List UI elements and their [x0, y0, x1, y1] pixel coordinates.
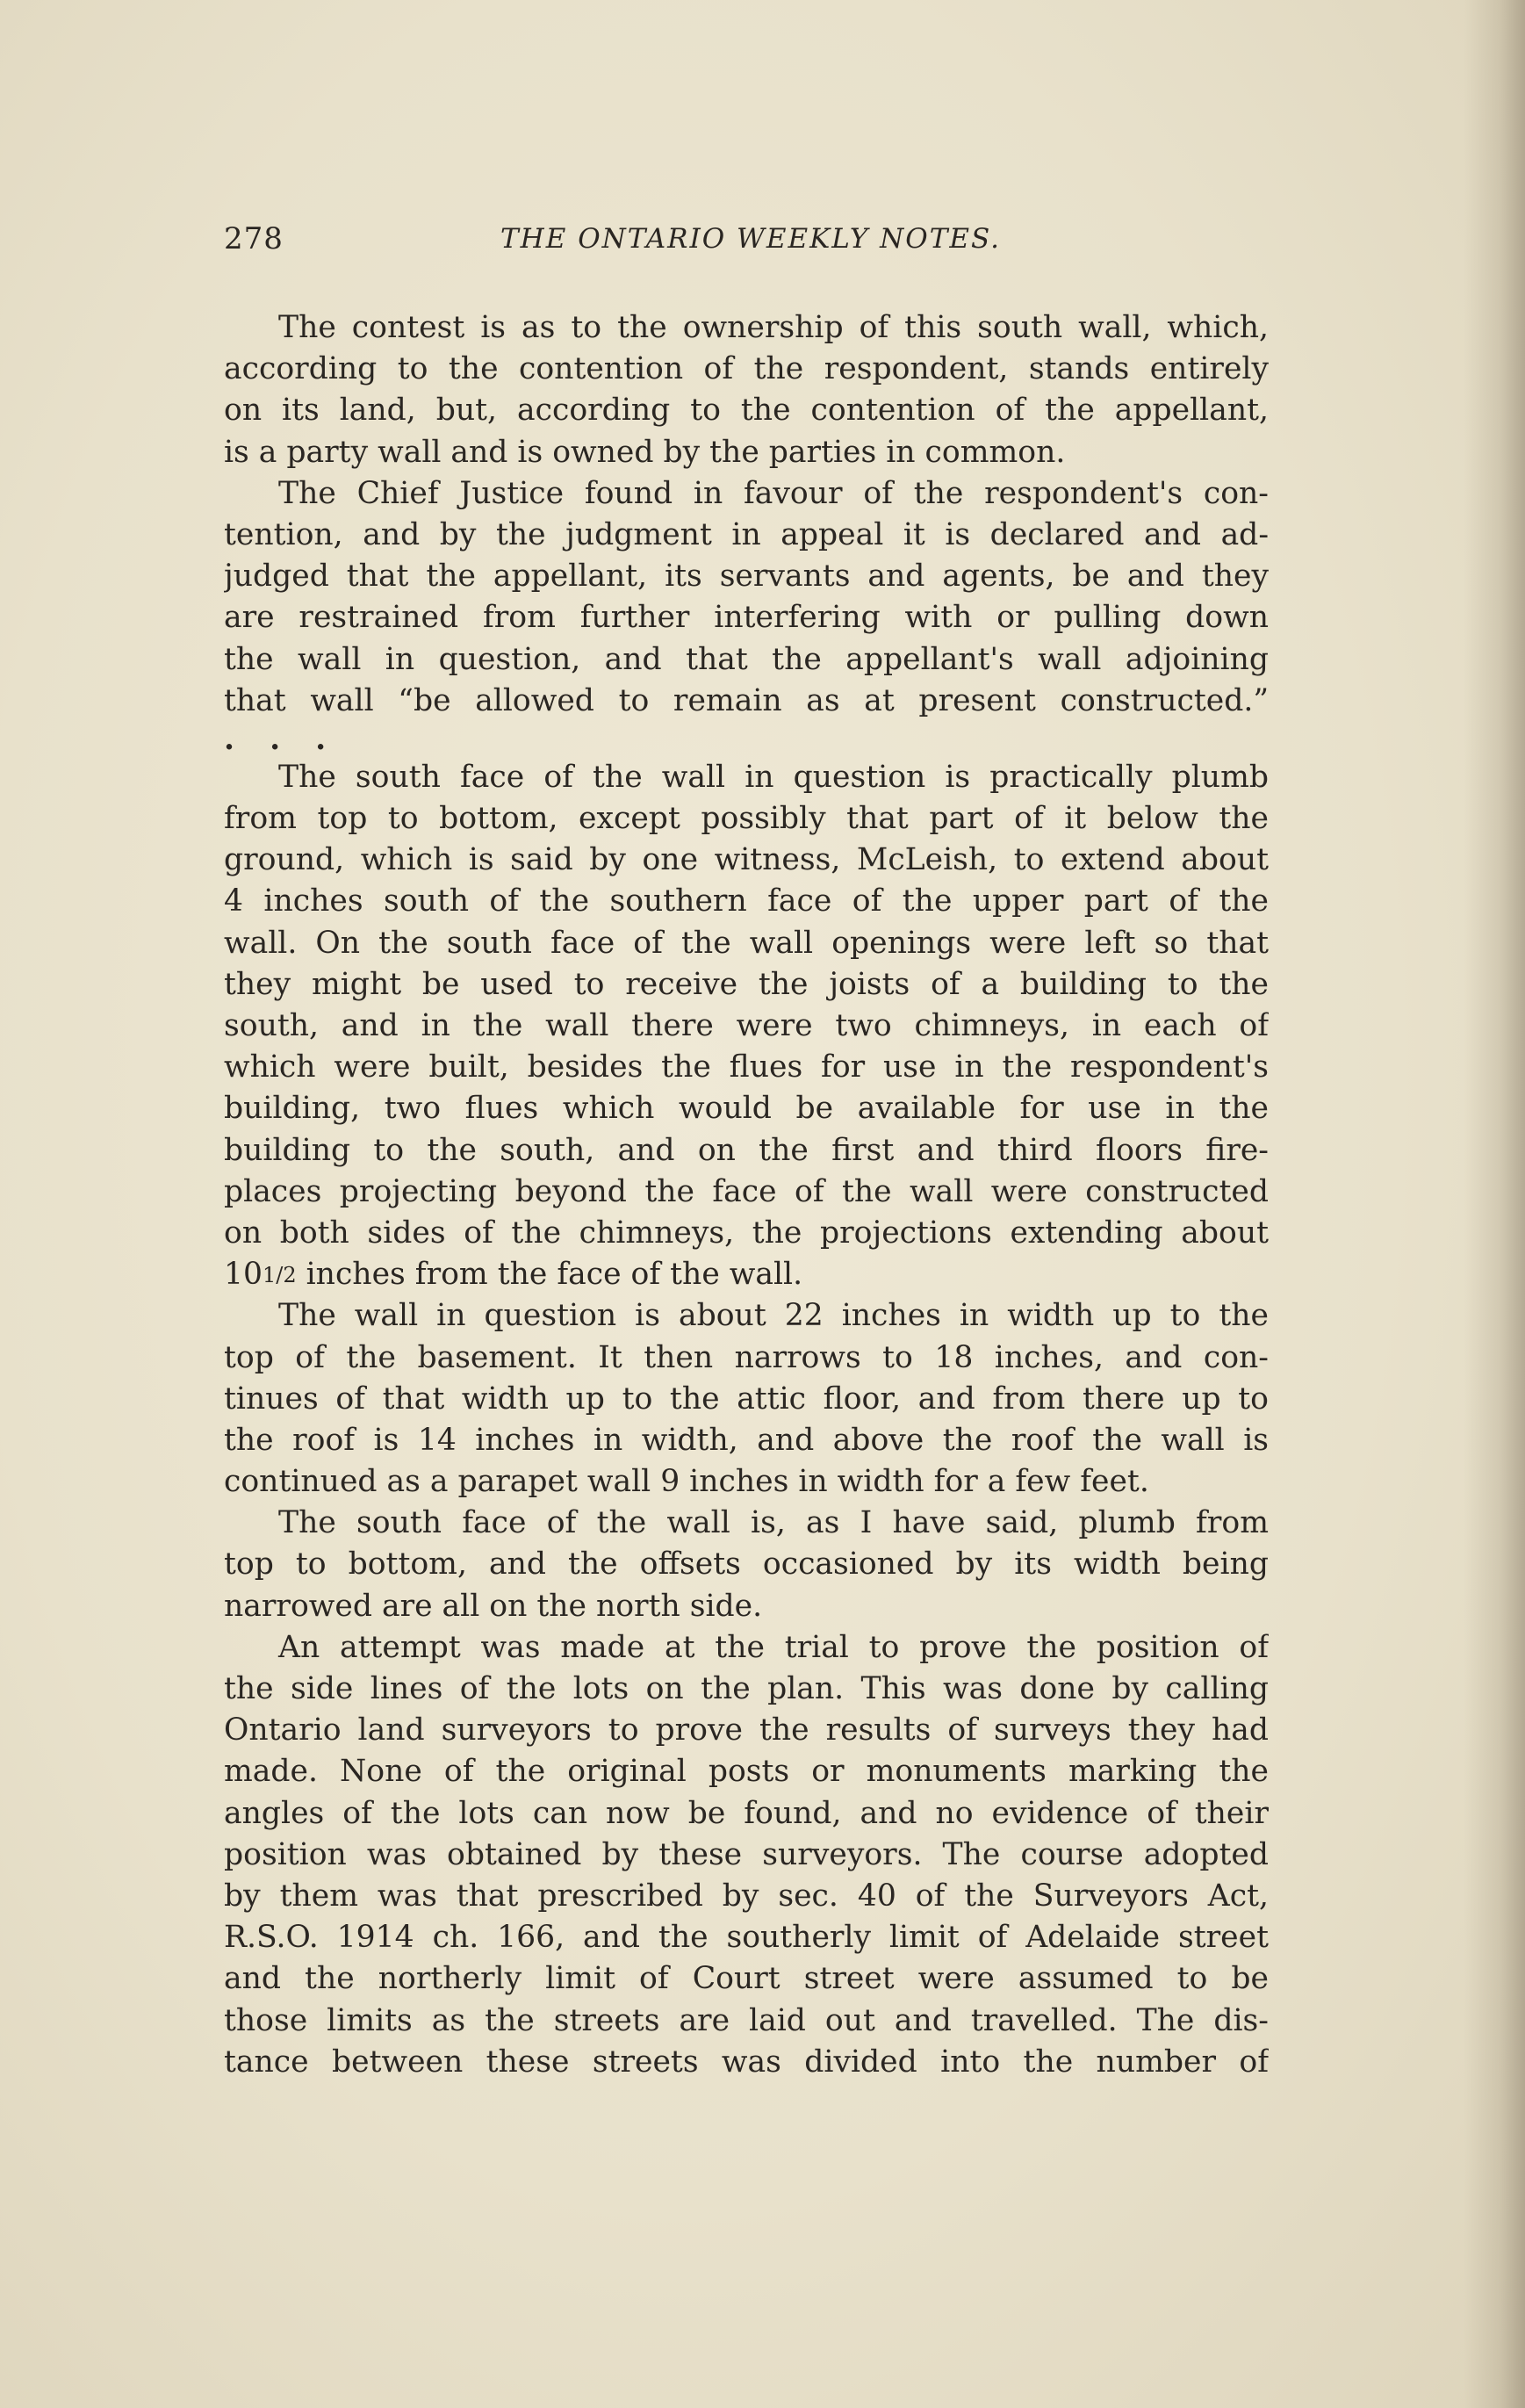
text-line: judged that the appellant, its servants and agents, be and they: [224, 559, 1269, 595]
body-text: [224, 307, 1269, 2083]
text-line: position was obtained by these surveyors. The course adopted: [224, 1836, 1269, 1872]
text-line: south, and in the wall there were two chimneys, in each of: [224, 1008, 1269, 1043]
text-line: the wall in question, and that the appellant's wall adjoining: [224, 641, 1269, 677]
text-line: wall. On the south face of the wall openings were left so that: [224, 925, 1269, 961]
text-line: places projecting beyond the face of the wall were constructed: [224, 1173, 1269, 1209]
page-number: 278: [224, 221, 284, 256]
text-line: building, two flues which would be available for use in the: [224, 1091, 1269, 1127]
text-line: The Chief Justice found in favour of the respondent's con-: [278, 475, 1269, 511]
text-line: Ontario land surveyors to prove the results of surveys they had: [224, 1712, 1269, 1748]
page-header: [224, 221, 1269, 265]
measurement-fraction: 1/2: [263, 1263, 297, 1288]
text-line: The south face of the wall in question is practically plumb: [278, 759, 1269, 795]
text-line: is a party wall and is owned by the parties in common.: [224, 434, 1066, 470]
text-line: top of the basement. It then narrows to 18 inches, and con-: [224, 1339, 1269, 1375]
text-line: by them was that prescribed by sec. 40 of the Surveyors Act,: [224, 1878, 1269, 1914]
text-line: continued as a parapet wall 9 inches in width for a few feet.: [224, 1464, 1149, 1500]
text-line: tinues of that width up to the attic floor, and from there up to: [224, 1381, 1269, 1417]
text-line: ground, which is said by one witness, McLeish, to extend about: [224, 842, 1269, 878]
text-line: 4 inches south of the southern face of the upper part of the: [224, 883, 1269, 919]
text-line: on its land, but, according to the contention of the appellant,: [224, 393, 1269, 429]
text-line: angles of the lots can now be found, and no evidence of their: [224, 1795, 1269, 1831]
text-line: and the northerly limit of Court street were assumed to be: [224, 1961, 1269, 1997]
measurement-whole: 10: [224, 1257, 263, 1293]
text-line: those limits as the streets are laid out and travelled. The dis-: [224, 2002, 1269, 2038]
page-edge-shadow: [1464, 0, 1525, 2408]
text-line: that wall “be allowed to remain as at present constructed.”: [224, 682, 1269, 718]
text-line: top to bottom, and the offsets occasioned by its width being: [224, 1546, 1269, 1583]
text-line: the roof is 14 inches in width, and above the roof the wall is: [224, 1422, 1269, 1458]
text-line: narrowed are all on the north side.: [224, 1588, 763, 1624]
text-line: The south face of the wall is, as I have said, plumb from: [278, 1505, 1269, 1541]
text-line: building to the south, and on the first and third floors fire-: [224, 1132, 1269, 1168]
text-line: they might be used to receive the joists of a building to the: [224, 966, 1269, 1002]
text-line: The wall in question is about 22 inches in width up to the: [278, 1298, 1269, 1334]
text-line: which were built, besides the flues for use in the respondent's: [224, 1049, 1269, 1085]
text-line: the side lines of the lots on the plan. This was done by calling: [224, 1671, 1269, 1706]
text-line-with-fraction: [224, 1254, 1269, 1295]
text-line: The contest is as to the ownership of this south wall, which,: [278, 310, 1269, 345]
text-line: on both sides of the chimneys, the projections extending about: [224, 1215, 1269, 1251]
text-line: according to the contention of the respondent, stands entirely: [224, 351, 1269, 387]
running-head: THE ONTARIO WEEKLY NOTES.: [500, 223, 1001, 255]
text-line: are restrained from further interfering with or pulling down: [224, 600, 1269, 636]
text-line: made. None of the original posts or monuments marking the: [224, 1754, 1269, 1790]
text-line: An attempt was made at the trial to prove the position of: [278, 1629, 1269, 1665]
text-line: R.S.O. 1914 ch. 166, and the southerly limit of Adelaide street: [224, 1920, 1269, 1956]
text-line: tention, and by the judgment in appeal it is declared and ad-: [224, 516, 1269, 552]
omission-ellipsis: . . .: [224, 721, 339, 757]
text-line: tance between these streets was divided into the number of: [224, 2044, 1269, 2080]
text-line: from top to bottom, except possibly that part of it below the: [224, 801, 1269, 837]
text-line-rest: inches from the face of the wall.: [296, 1257, 803, 1293]
